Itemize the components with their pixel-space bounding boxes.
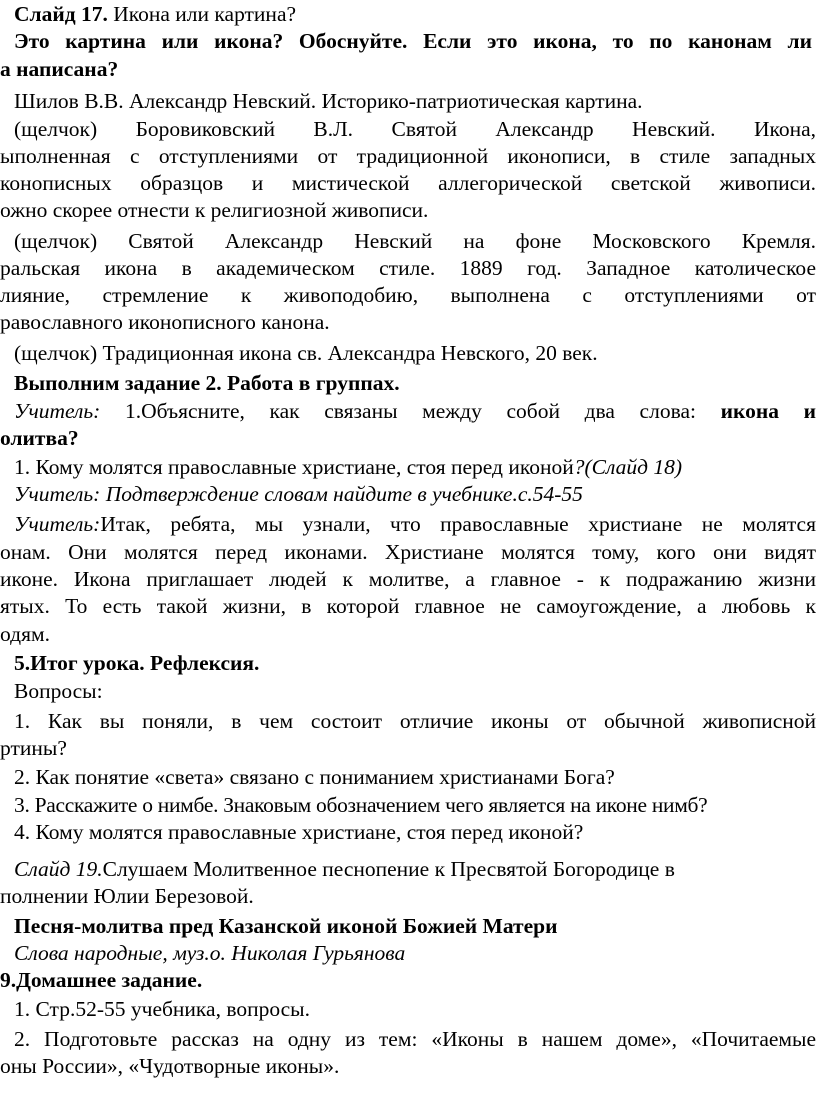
- questions-label: Вопросы:: [14, 679, 103, 703]
- paragraph-kremlin-line-3: лияние, стремление к живоподобию, выполнена с отступлениями от: [0, 283, 816, 307]
- paragraph-kremlin-line-2: ральская икона в академическом стиле. 1889 год. Западное католическое: [0, 256, 816, 280]
- paragraph-kremlin-line-1: (щелчок) Святой Александр Невский на фоне Московского Кремля.: [14, 229, 816, 253]
- reflection-question-4: 4. Кому молятся православные христиане, стоя перед иконой?: [14, 820, 584, 844]
- homework-item-2-continued: оны России», «Чудотворные иконы».: [0, 1054, 340, 1078]
- homework-heading: 9.Домашнее задание.: [0, 968, 203, 992]
- reflection-question-3: 3. Расскажите о нимбе. Знаковым обозначением чего является на иконе нимб?: [14, 793, 708, 817]
- reflection-question-1-continued: ртины?: [0, 736, 67, 760]
- question-pray-slide-18: 1. Кому молятся православные христиане, стоя перед иконой?(Слайд 18): [14, 455, 683, 479]
- teacher-textbook-reference: Учитель: Подтверждение словам найдите в учебнике.с.54-55: [14, 482, 583, 506]
- song-title: Песня-молитва пред Казанской иконой Божией Матери: [14, 914, 558, 938]
- question-heading-continued: а написана?: [0, 57, 119, 81]
- paragraph-borovikovsky-line-1: (щелчок) Боровиковский В.Л. Святой Александр Невский. Икона,: [14, 117, 816, 141]
- paragraph-borovikovsky-line-3: конописных образцов и мистической аллегорической светской живописи.: [0, 171, 816, 195]
- teacher-explanation-line-2: онам. Они молятся перед иконами. Христиане молятся тому, кого они видят: [0, 540, 816, 564]
- teacher-explanation-line-3: иконе. Икона приглашает людей к молитве, а главное - к подражанию жизни: [0, 567, 816, 591]
- teacher-explanation-line-5: одям.: [0, 622, 50, 646]
- paragraph-borovikovsky-line-2: ыполненная с отступлениями от традиционной иконописи, в стиле западных: [0, 144, 816, 168]
- teacher-question-1: Учитель: 1.Объясните, как связаны между собой два слова: икона и: [14, 399, 816, 423]
- teacher-explanation-line-4: ятых. То есть такой жизни, в которой главное не самоугождение, а любовь к: [0, 594, 816, 618]
- paragraph-shilov: Шилов В.В. Александр Невский. Историко-патриотическая картина.: [14, 89, 643, 113]
- section-5-heading: 5.Итог урока. Рефлексия.: [14, 651, 260, 675]
- slide-19-listening: Слайд 19.Слушаем Молитвенное песнопение к Пресвятой Богородице в: [14, 857, 675, 881]
- homework-item-1: 1. Стр.52-55 учебника, вопросы.: [14, 997, 311, 1021]
- teacher-explanation-line-1: Учитель:Итак, ребята, мы узнали, что православные христиане не молятся: [14, 512, 816, 536]
- paragraph-traditional-icon: (щелчок) Традиционная икона св. Александра Невского, 20 век.: [14, 341, 598, 365]
- task-2-heading: Выполним задание 2. Работа в группах.: [14, 371, 400, 395]
- reflection-question-2: 2. Как понятие «света» связано с пониманием христианами Бога?: [14, 765, 615, 789]
- reflection-question-1: 1. Как вы поняли, в чем состоит отличие иконы от обычной живописной: [14, 709, 816, 733]
- slide-19-listening-continued: полнении Юлии Березовой.: [0, 884, 254, 908]
- paragraph-kremlin-line-4: равославного иконописного канона.: [0, 310, 330, 334]
- paragraph-borovikovsky-line-4: ожно скорее отнести к религиозной живописи.: [0, 198, 429, 222]
- homework-item-2: 2. Подготовьте рассказ на одну из тем: «Иконы в нашем доме», «Почитаемые: [14, 1027, 816, 1051]
- song-credits: Слова народные, муз.о. Николая Гурьянова: [14, 941, 406, 965]
- slide-17-heading: Слайд 17. Икона или картина?: [14, 2, 297, 26]
- teacher-question-1-continued: олитва?: [0, 426, 79, 450]
- question-heading: Это картина или икона? Обоснуйте. Если это икона, то по канонам ли: [14, 29, 812, 53]
